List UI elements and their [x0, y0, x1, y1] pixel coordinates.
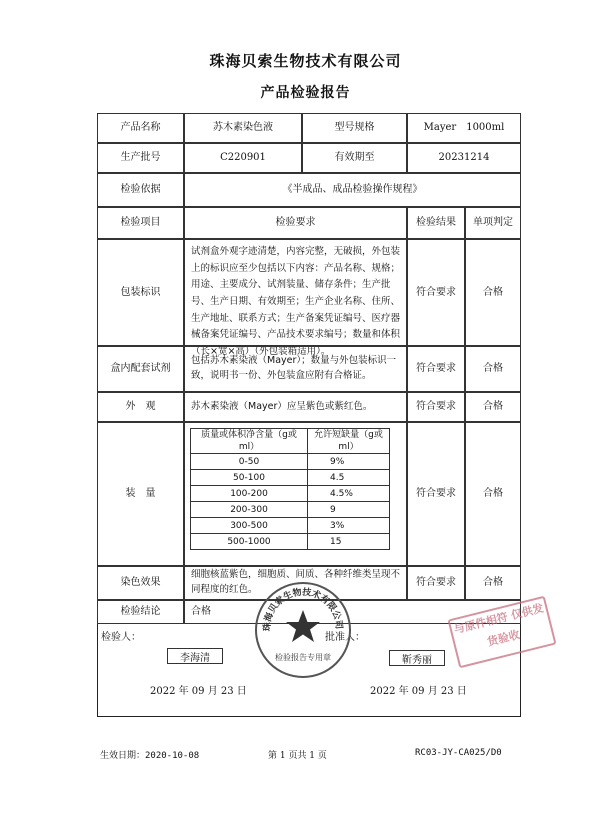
volume-range-cell: 500-1000: [191, 534, 308, 550]
spec-label: 型号规格: [302, 113, 407, 143]
conclusion-label: 检验结论: [97, 600, 184, 624]
volume-range-cell: 0-50: [191, 454, 308, 470]
product-name-value: 苏木素染色液: [184, 113, 302, 143]
row-packaging-requirement: 试剂盒外观字迹清楚，内容完整，无破损，外包装上的标识应至少包括以下内容：产品名称、规格；用途、主要成分、试剂装量、储存条件；生产批号、生产日期、有效期至；生产企业名称、住所、生产地址、联系方式；生产备案凭证编号、医疗器械备案凭证编号、产品技术要求编号；数量和体积（长×宽×高）（外包装箱适用）。: [184, 239, 407, 346]
row-kit-result: 符合要求: [407, 346, 465, 392]
batch-value: C220901: [184, 143, 302, 173]
volume-table-row: [191, 502, 390, 518]
basis-value: 《半成品、成品检验操作规程》: [184, 173, 521, 207]
volume-table: [190, 428, 390, 550]
seal-star-icon: [286, 610, 320, 642]
report-title: 产品检验报告: [260, 85, 351, 101]
volume-table-row: [191, 518, 390, 534]
volume-table-header: [191, 429, 390, 454]
footer-page-number: 第 1 页共 1 页: [268, 751, 327, 761]
row-volume-result: 符合要求: [407, 422, 465, 566]
volume-range-cell: 50-100: [191, 470, 308, 486]
row-volume-item: 装 量: [97, 422, 184, 566]
batch-label: 生产批号: [97, 143, 184, 173]
volume-range-cell: 300-500: [191, 518, 308, 534]
volume-table-row: [191, 454, 390, 470]
row-staining-requirement: 细胞核蓝紫色，细胞质、间质、各种纤维类呈现不同程度的红色。: [184, 566, 407, 600]
official-seal: [255, 582, 351, 678]
row-staining-result: 符合要求: [407, 566, 465, 600]
volume-allowance-cell: 4.5%: [308, 486, 390, 502]
inspector-label: 检验人：: [101, 632, 141, 643]
volume-allowance-cell: 4.5: [308, 470, 390, 486]
footer-doc-code: RC03-JY-CA025/D0: [415, 748, 502, 758]
verification-stamp: 与原件相符 仅供发货验收: [447, 596, 556, 669]
row-appearance-result: 符合要求: [407, 392, 465, 422]
spec-value: Mayer 1000ml: [407, 113, 521, 143]
row-volume-verdict: 合格: [465, 422, 521, 566]
row-staining-item: 染色效果: [97, 566, 184, 600]
row-appearance-verdict: 合格: [465, 392, 521, 422]
approver-date: 2022 年 09 月 23 日: [370, 686, 467, 697]
row-packaging-item: 包装标识: [97, 239, 184, 346]
row-appearance-item: 外 观: [97, 392, 184, 422]
inspector-date: 2022 年 09 月 23 日: [150, 686, 247, 697]
row-kit-item: 盒内配套试剂: [97, 346, 184, 392]
volume-range-cell: 200-300: [191, 502, 308, 518]
row-appearance-requirement: 苏木素染液（Mayer）应呈紫色或紫红色。: [184, 392, 407, 422]
footer-effective-date: 生效日期：2020-10-08: [100, 751, 200, 761]
seal-text: 珠海贝索生物技术有限公司: [262, 587, 344, 632]
volume-table-row: [191, 470, 390, 486]
volume-allowance-cell: 9%: [308, 454, 390, 470]
row-packaging-result: 符合要求: [407, 239, 465, 346]
approver-label: 批准人：: [325, 632, 365, 643]
product-name-label: 产品名称: [97, 113, 184, 143]
header-item: 检验项目: [97, 207, 184, 239]
volume-allowance-cell: 15: [308, 534, 390, 550]
approver-name: 靳秀丽: [389, 650, 445, 666]
volume-header-allowance: 允许短缺量（g或ml）: [308, 429, 390, 454]
row-staining-verdict: 合格: [465, 566, 521, 600]
inspector-name: 李海清: [167, 648, 223, 664]
conclusion-value: 合格: [184, 600, 521, 624]
expiry-label: 有效期至: [302, 143, 407, 173]
row-kit-verdict: 合格: [465, 346, 521, 392]
header-requirement: 检验要求: [184, 207, 407, 239]
basis-label: 检验依据: [97, 173, 184, 207]
header-verdict: 单项判定: [465, 207, 521, 239]
row-packaging-verdict: 合格: [465, 239, 521, 346]
volume-allowance-cell: 3%: [308, 518, 390, 534]
volume-allowance-cell: 9: [308, 502, 390, 518]
header-result: 检验结果: [407, 207, 465, 239]
volume-range-cell: 100-200: [191, 486, 308, 502]
row-kit-requirement: 包括苏木素染液（Mayer）；数量与外包装标识一致，说明书一份、外包装盒应附有合格证。: [184, 346, 407, 392]
volume-header-net: 质量或体积净含量（g或ml）: [191, 429, 308, 454]
expiry-value: 20231214: [407, 143, 521, 173]
company-title: 珠海贝索生物技术有限公司: [209, 52, 402, 70]
volume-table-row: [191, 534, 390, 550]
seal-bottom-text: 检验报告专用章: [275, 653, 331, 662]
volume-table-row: [191, 486, 390, 502]
